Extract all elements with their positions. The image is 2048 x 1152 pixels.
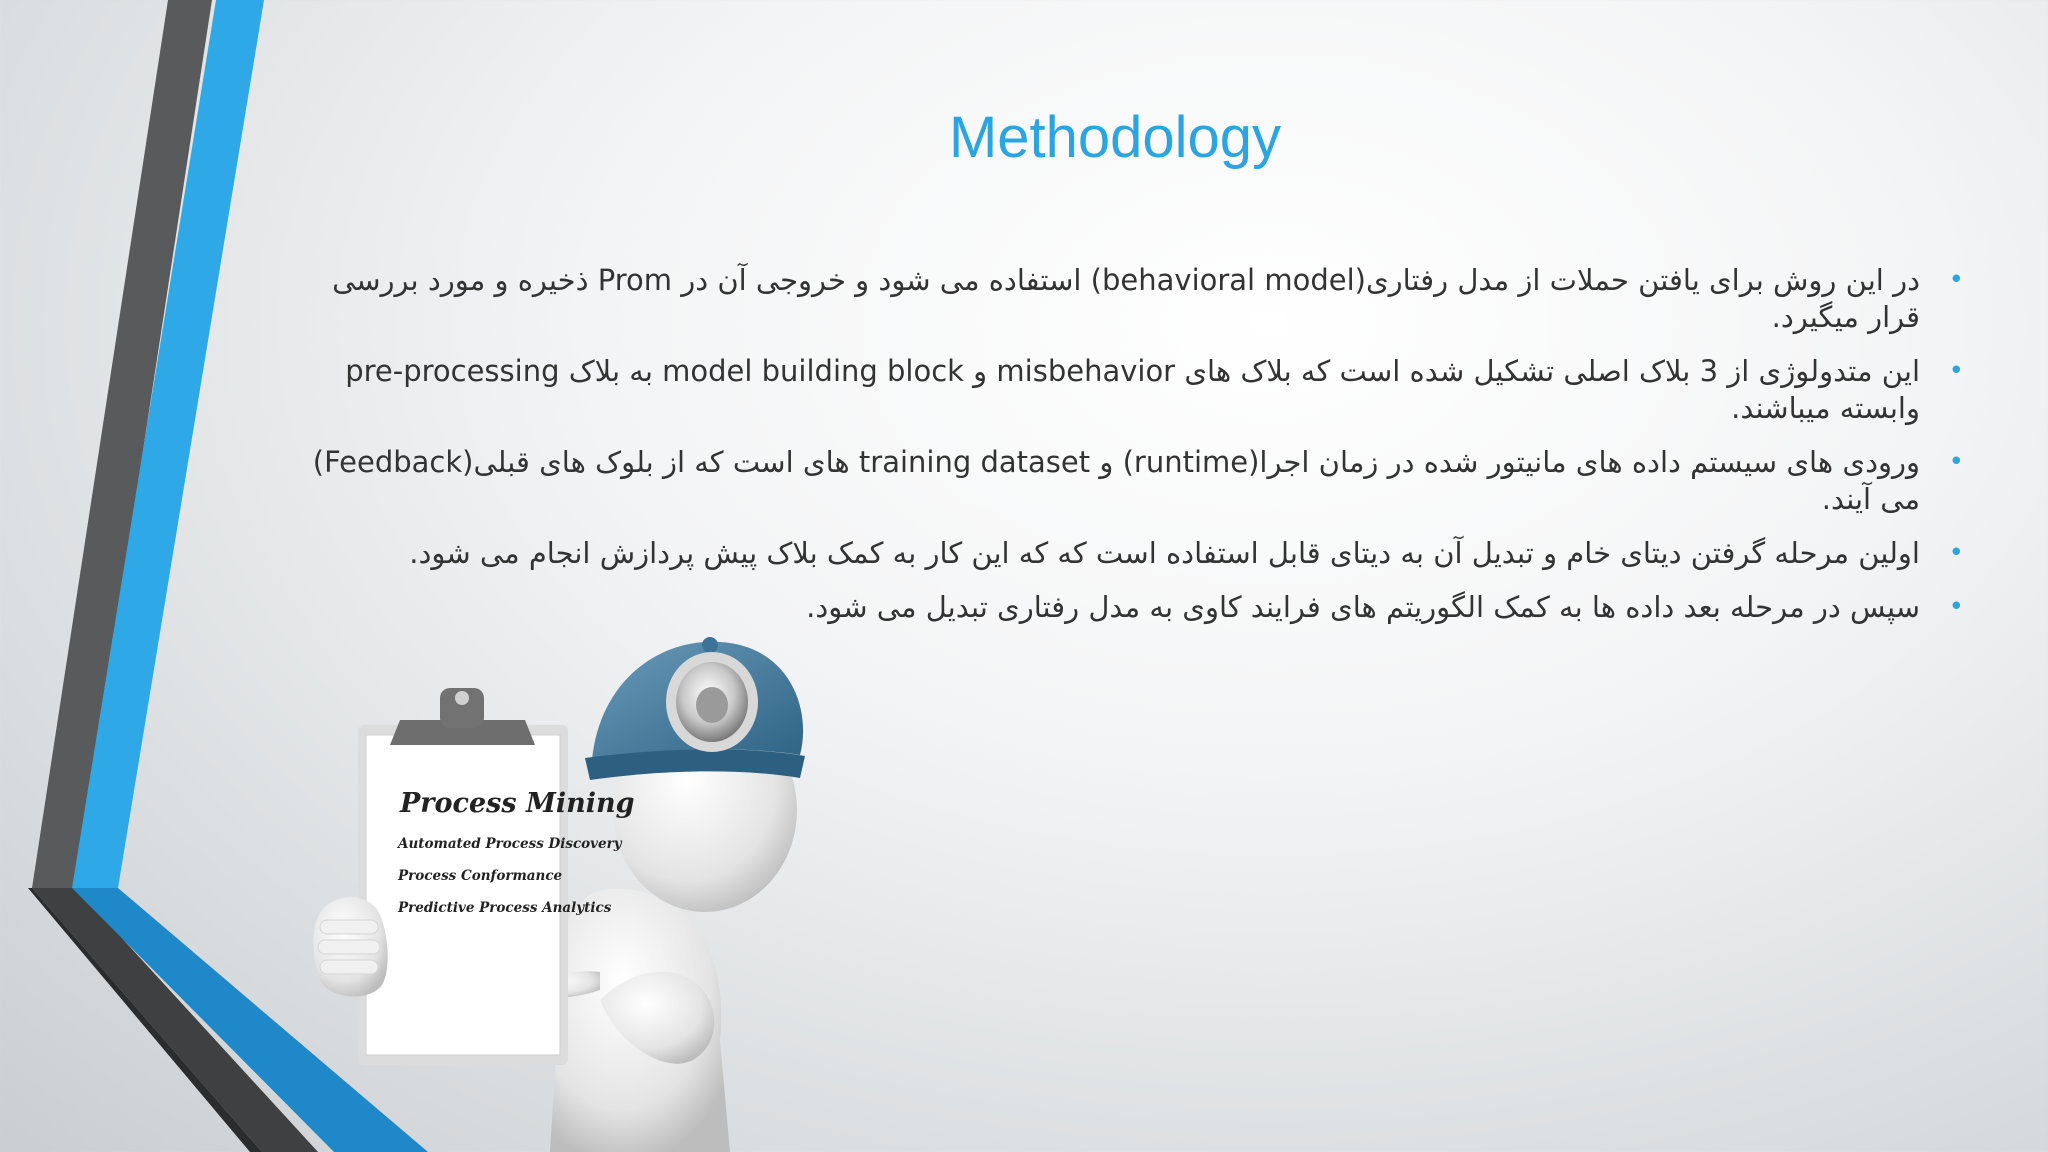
bullet-text: اولین مرحله گرفتن دیتای خام و تبدیل آن به دیتای قابل استفاده است که که این کار به کمک بلاک پیش پردازش انجام می شود. (409, 536, 1920, 570)
clipboard-line: Automated Process Discovery (398, 836, 622, 852)
bullet-dot-icon: • (1948, 447, 1964, 477)
bullet-text: سپس در مرحله بعد داده ها به کمک الگوریتم های فرایند کاوی به مدل رفتاری تبدیل می شود. (806, 590, 1920, 624)
bullet-item (300, 262, 1964, 336)
clipboard-line: Process Conformance (398, 868, 563, 884)
miner-figure-illustration (300, 580, 820, 1152)
bullet-text: ورودی های سیستم داده های مانیتور شده در زمان اجرا(runtime) و training dataset های است که از بلوک های قبلی(Feedback) می آیند. (312, 445, 1920, 516)
bullet-dot-icon: • (1948, 538, 1964, 568)
bullet-dot-icon: • (1948, 265, 1964, 295)
bullet-text: این متدولوژی از 3 بلاک اصلی تشکیل شده است که بلاک های misbehavior و model building block به بلاک pre-processing وابسته میباشند. (345, 354, 1920, 425)
bullet-item (300, 353, 1964, 427)
bullet-dot-icon: • (1948, 356, 1964, 386)
bullet-item (300, 444, 1964, 518)
clipboard-title: Process Mining (400, 788, 635, 819)
bullet-dot-icon: • (1948, 592, 1964, 622)
bullet-text: در این روش برای یافتن حملات از مدل رفتاری(behavioral model) استفاده می شود و خروجی آن در Prom ذخیره و مورد بررسی قرار میگیرد. (332, 263, 1920, 334)
slide-title: Methodology (948, 105, 1282, 170)
clipboard-line: Predictive Process Analytics (398, 900, 612, 916)
bullet-item (300, 535, 1964, 572)
